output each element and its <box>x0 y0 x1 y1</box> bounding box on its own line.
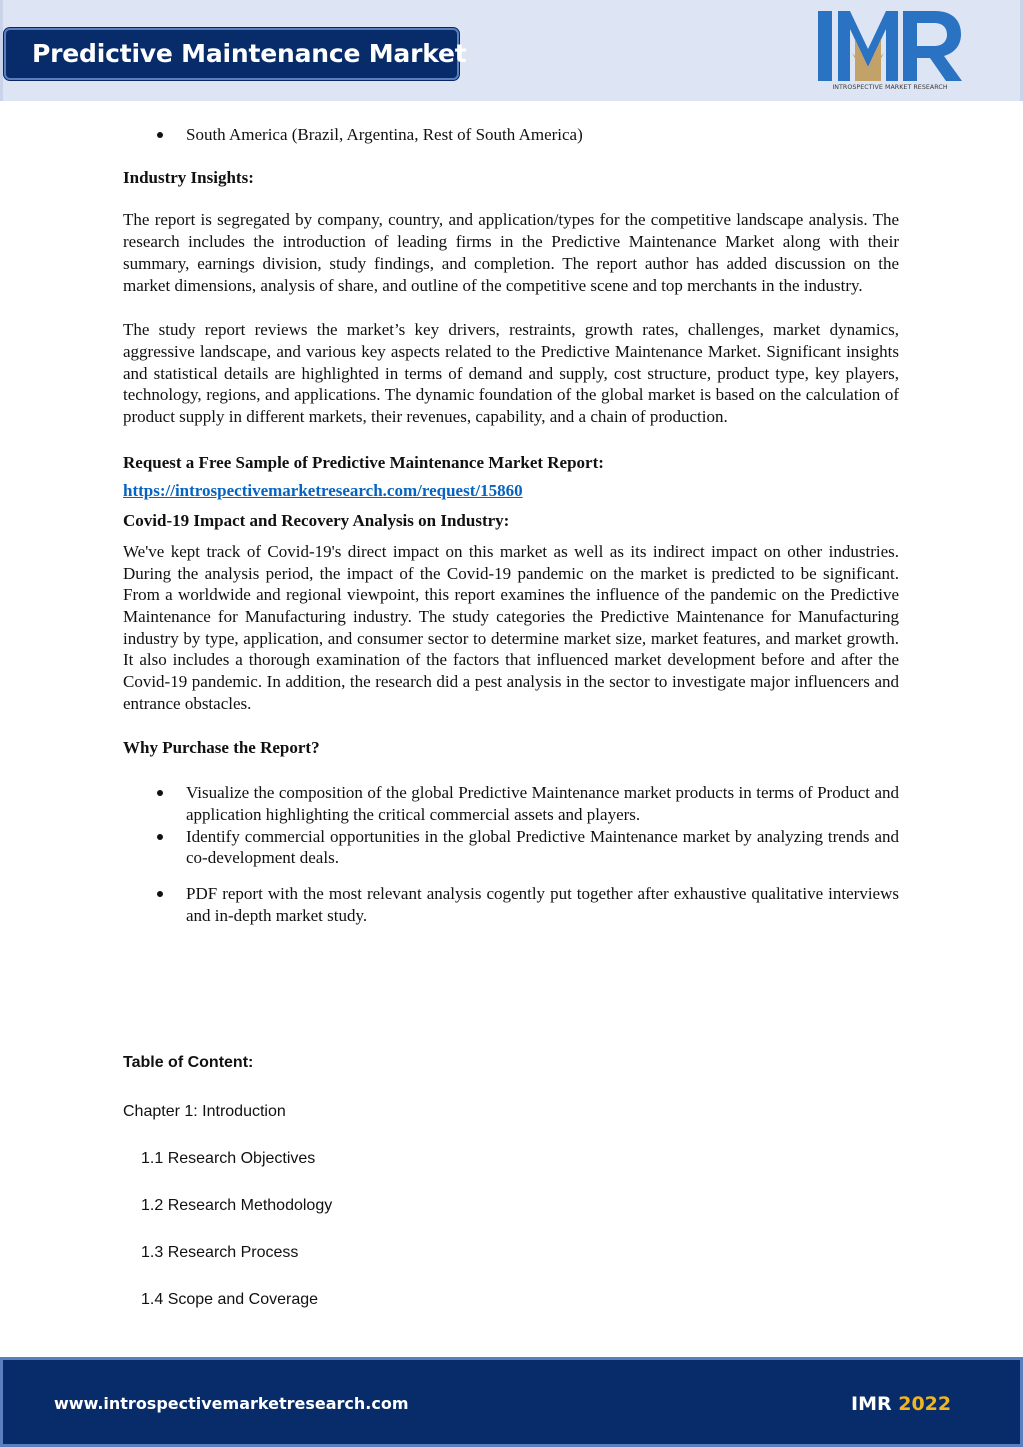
why-bullet-text: Visualize the composition of the global Predictive Maintenance market products in terms of Product and application highlighting the critical commercial assets and players. <box>186 783 899 824</box>
footer-band <box>0 1357 1023 1447</box>
sample-request-link[interactable]: https://introspectivemarketresearch.com/request/15860 <box>123 481 523 501</box>
why-bullet <box>123 883 899 926</box>
industry-paragraph-1: The report is segregated by company, country, and application/types for the competitive landscape analysis. The research includes the introduction of leading firms in the Predictive Maintenance Market along with their summary, earnings division, study findings, and completion. The report author has added discussion on the market dimensions, analysis of share, and outline of the competitive scene and top merchants in the industry. <box>123 210 899 295</box>
why-bullet <box>123 782 899 825</box>
bullet-icon <box>123 124 186 146</box>
toc-item: 1.2 Research Methodology <box>141 1197 333 1214</box>
region-bullet-text: South America (Brazil, Argentina, Rest of South America) <box>186 125 583 144</box>
industry-insights-heading: Industry Insights: <box>123 167 254 187</box>
toc-item: 1.3 Research Process <box>141 1244 299 1261</box>
toc-item: 1.4 Scope and Coverage <box>141 1291 319 1308</box>
logo-caption: INTROSPECTIVE MARKET RESEARCH <box>832 84 948 91</box>
toc-chapter: Chapter 1: Introduction <box>123 1103 286 1120</box>
industry-paragraph-2: The study report reviews the market’s key drivers, restraints, growth rates, challenges, market dynamics, aggressive landscape, and various key aspects related to the Predictive Maintenance Market. Significant insights and statistical details are highlighted in terms of demand and supply, cost structure, product type, key players, technology, regions, and applications. The dynamic foundation of the global market is based on the calculation of product supply in different markets, their revenues, capability, and a chain of production. <box>123 320 899 427</box>
covid-paragraph: We've kept track of Covid-19's direct impact on this market as well as its indirect impact on other industries. During the analysis period, the impact of the Covid-19 pandemic on the market is predicted to be significant. From a worldwide and regional viewpoint, this report examines the influence of the pandemic on the Predictive Maintenance for Manufacturing industry. The study categories the Predictive Maintenance for Manufacturing industry by type, application, and consumer sector to determine market size, market features, and market growth. It also includes a thorough examination of the factors that influenced market development before and after the Covid-19 pandemic. In addition, the research did a pest analysis in the sector to investigate major influencers and entrance obstacles. <box>123 541 899 713</box>
document-body <box>123 124 899 926</box>
toc-item: 1.1 Research Objectives <box>141 1150 316 1167</box>
imr-logo <box>815 9 965 95</box>
why-bullet-text: PDF report with the most relevant analysis cogently put together after exhaustive qualitative interviews and in-depth market study. <box>186 883 899 925</box>
why-bullet <box>123 826 899 869</box>
why-purchase-heading: Why Purchase the Report? <box>123 738 320 758</box>
region-bullet <box>123 124 899 146</box>
bullet-icon <box>123 782 186 825</box>
footer-website: www.introspectivemarketresearch.com <box>54 1394 409 1413</box>
bullet-icon <box>123 826 186 869</box>
why-bullet-text: Identify commercial opportunities in the global Predictive Maintenance market by analyzing trends and co-development deals. <box>186 826 899 868</box>
page-title: Predictive Maintenance Market <box>32 39 467 68</box>
footer-brand <box>851 1393 951 1415</box>
sample-request-heading: Request a Free Sample of Predictive Maintenance Market Report: <box>123 452 604 472</box>
footer-year: 2022 <box>898 1393 952 1415</box>
toc-heading: Table of Content: <box>123 1054 254 1071</box>
footer-brand-name: IMR <box>851 1393 892 1415</box>
title-banner <box>4 28 467 80</box>
covid-heading: Covid-19 Impact and Recovery Analysis on Industry: <box>123 511 510 531</box>
header-band <box>0 0 1023 101</box>
bullet-icon <box>123 883 186 926</box>
imr-logo-mark <box>815 9 965 83</box>
